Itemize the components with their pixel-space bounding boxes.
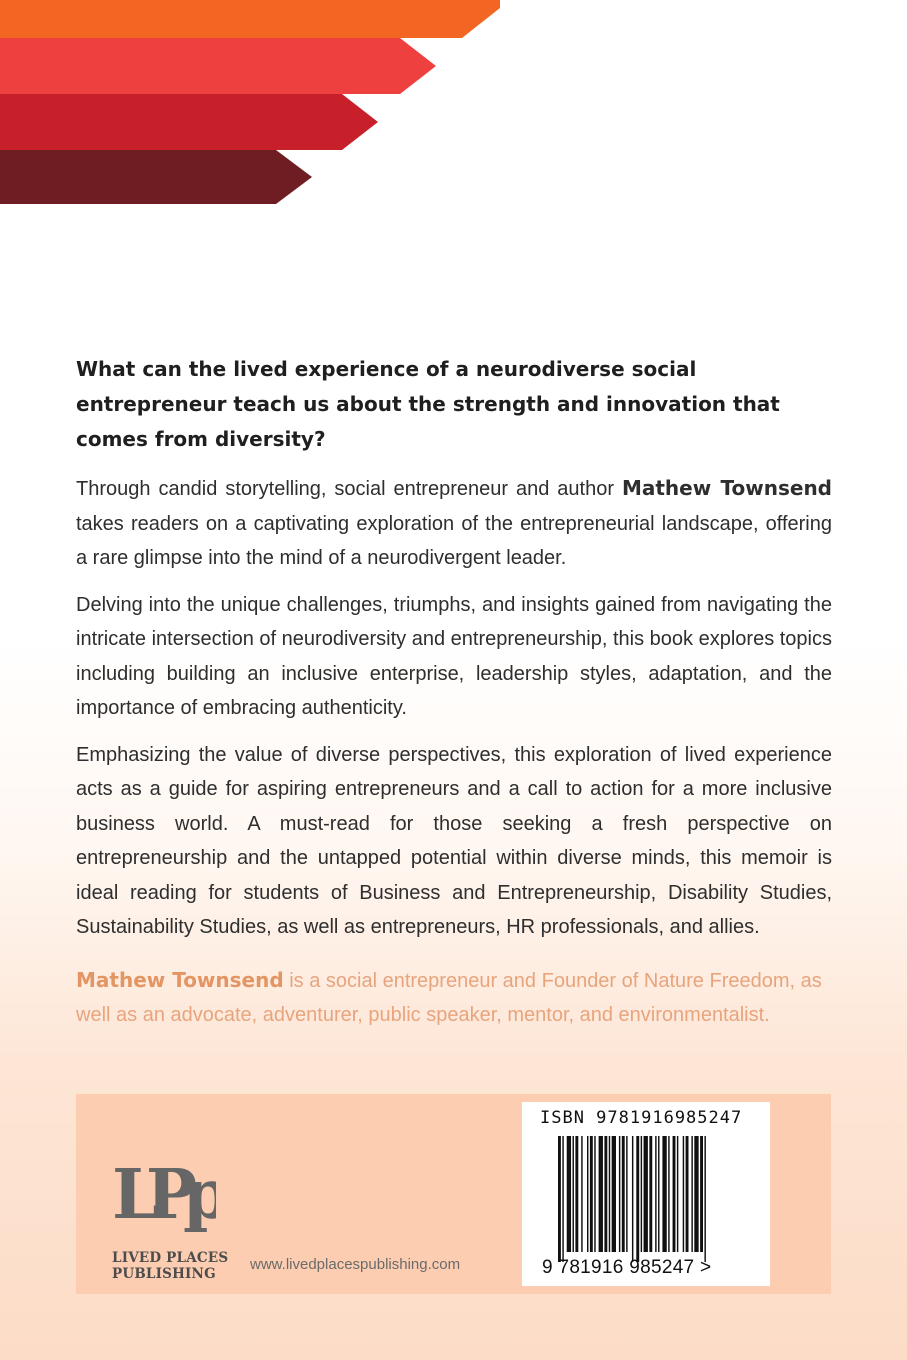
stripe-red <box>0 38 436 94</box>
isbn-barcode <box>522 1102 770 1286</box>
barcode-bar <box>683 1136 684 1252</box>
isbn-label: ISBN 9781916985247 <box>540 1108 743 1128</box>
decorative-arrow-stripes <box>0 0 520 210</box>
back-cover-description <box>76 352 832 1032</box>
barcode-bar <box>691 1136 692 1252</box>
barcode-bar <box>673 1136 676 1252</box>
barcode-bar <box>694 1136 698 1252</box>
barcode-bar <box>619 1136 620 1252</box>
isbn-digits: 9 781916 985247 > <box>542 1257 712 1278</box>
paragraph-2: Delving into the unique challenges, triumphs, and insights gained from navigating the intricate intersection of neurodiversity and entrepreneurship, this book explores topics including building an inclusive enterprise, leadership styles, adaptation, and the importance of embracing authenticity. <box>76 593 832 719</box>
paragraph-3: Emphasizing the value of diverse perspectives, this exploration of lived experience acts as a guide for aspiring entrepreneurs and a call to action for a more inclusive business world. A must-read for those seeking a fresh perspective on entrepreneurship and the untapped potential within diverse minds, this memoir is ideal reading for students of Business and Entrepreneurship, Disability Studies, Sustainability Studies, as well as entrepreneurs, HR professionals, and allies. <box>76 743 832 938</box>
barcode-bar <box>587 1136 588 1252</box>
barcode-bar <box>604 1136 607 1252</box>
publisher-panel <box>76 1094 831 1294</box>
barcode-bar <box>658 1136 659 1252</box>
barcode-bar <box>636 1136 639 1262</box>
paragraph-1: Through candid storytelling, social entrepreneur and author Mathew Townsend takes readers on a captivating exploration of the entrepreneurial landscape, offering a rare glimpse into the mind of a neurodivergent leader. <box>76 476 832 569</box>
barcode-bar <box>649 1136 652 1252</box>
barcode-bar <box>641 1136 642 1252</box>
barcode-bar <box>590 1136 593 1252</box>
barcode-bar <box>622 1136 625 1252</box>
publisher-name: LIVED PLACES PUBLISHING <box>112 1250 229 1282</box>
stripe-maroon <box>0 150 312 204</box>
publisher-website[interactable]: www.livedplacespublishing.com <box>250 1256 461 1273</box>
author-bio: Mathew Townsend is a social entrepreneur and Founder of Nature Freedom, as well as an advocate, adventurer, public speaker, mentor, and environmentalist. <box>76 967 822 1026</box>
bio-author-name: Mathew Townsend <box>76 967 284 992</box>
barcode-bar <box>594 1136 595 1252</box>
barcode-bar <box>686 1136 689 1252</box>
barcode-bar <box>677 1136 678 1252</box>
barcode-bar <box>632 1136 633 1262</box>
barcode-bar <box>575 1136 578 1252</box>
barcode-bar <box>668 1136 669 1252</box>
barcode-bar <box>599 1136 603 1252</box>
barcode-bar <box>704 1136 705 1262</box>
stripe-crimson <box>0 94 378 150</box>
barcode-bar <box>662 1136 666 1252</box>
barcode-bars <box>558 1136 748 1262</box>
chevron-icon: > <box>700 1257 712 1278</box>
barcode-bar <box>612 1136 616 1252</box>
barcode-bar <box>581 1136 582 1252</box>
barcode-bar <box>558 1136 561 1262</box>
barcode-bar <box>700 1136 703 1252</box>
barcode-bar <box>644 1136 648 1252</box>
barcode-bar <box>655 1136 656 1252</box>
stripe-orange <box>0 0 500 38</box>
barcode-bar <box>626 1136 627 1252</box>
barcode-bar <box>573 1136 574 1252</box>
barcode-bar <box>567 1136 571 1252</box>
barcode-bar <box>562 1136 563 1262</box>
barcode-bar <box>609 1136 610 1252</box>
author-name: Mathew Townsend <box>621 476 832 500</box>
lead-question: What can the lived experience of a neurodiverse social entrepreneur teach us about the strength and innovation that comes from diversity? <box>76 357 780 451</box>
logo-text: LPp <box>112 1155 216 1235</box>
